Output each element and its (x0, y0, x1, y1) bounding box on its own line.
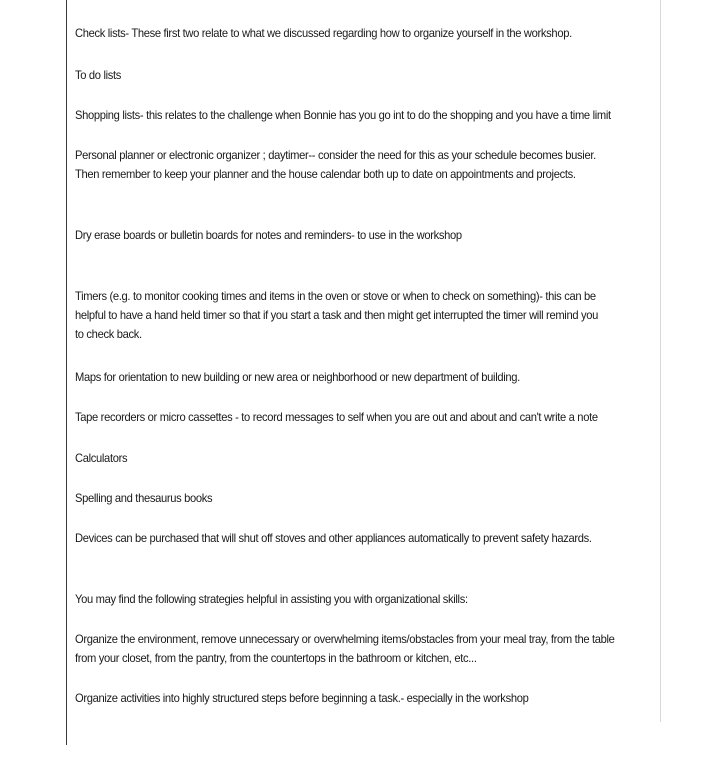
text-line: from your closet, from the pantry, from the countertops in the bathroom or kitchen, etc... (75, 651, 477, 665)
paragraph-check-lists (75, 24, 614, 43)
text-line: Then remember to keep your planner and the house calendar both up to date on appointments and projects. (75, 167, 576, 181)
right-page-edge (660, 0, 661, 722)
paragraph-devices (75, 529, 614, 548)
text-line: to check back. (75, 327, 142, 341)
paragraph-organize-environment (75, 630, 614, 668)
text-line: Calculators (75, 451, 128, 465)
text-line: Organize activities into highly structured steps before beginning a task.- especially in the workshop (75, 691, 529, 705)
paragraph-dry-erase (75, 226, 614, 245)
paragraph-maps (75, 368, 614, 387)
paragraph-tape-recorders (75, 408, 614, 427)
text-line: Tape recorders or micro cassettes - to record messages to self when you are out and about and can't write a note (75, 410, 598, 424)
paragraph-calculators (75, 449, 614, 468)
paragraph-timers (75, 287, 614, 344)
text-line: helpful to have a hand held timer so that if you start a task and then might get interrupted the timer will remind you (75, 308, 599, 322)
text-line: To do lists (75, 68, 122, 82)
text-line: Devices can be purchased that will shut off stoves and other appliances automatically to prevent safety hazards. (75, 531, 592, 545)
text-line: Check lists- These first two relate to what we discussed regarding how to organize yourself in the workshop. (75, 26, 572, 40)
paragraph-to-do-lists (75, 66, 614, 85)
paragraph-shopping-lists (75, 106, 614, 125)
text-line: Dry erase boards or bulletin boards for notes and reminders- to use in the workshop (75, 228, 462, 242)
text-line: Personal planner or electronic organizer ; daytimer-- consider the need for this as your schedule becomes busier. (75, 148, 596, 162)
text-line: Spelling and thesaurus books (75, 491, 213, 505)
text-line: Shopping lists- this relates to the challenge when Bonnie has you go int to do the shopping and you have a time limit (75, 108, 611, 122)
text-line: Organize the environment, remove unnecessary or overwhelming items/obstacles from your meal tray, from the table (75, 632, 615, 646)
text-line: You may find the following strategies helpful in assisting you with organizational skills: (75, 592, 468, 606)
text-line: Maps for orientation to new building or new area or neighborhood or new department of building. (75, 370, 520, 384)
paragraph-spelling (75, 489, 614, 508)
left-margin-rule (66, 0, 67, 745)
text-line: Timers (e.g. to monitor cooking times and items in the oven or stove or when to check on something)- this can be (75, 289, 596, 303)
paragraph-strategies-intro (75, 590, 614, 609)
paragraph-personal-planner (75, 146, 614, 184)
paragraph-organize-activities (75, 689, 614, 708)
